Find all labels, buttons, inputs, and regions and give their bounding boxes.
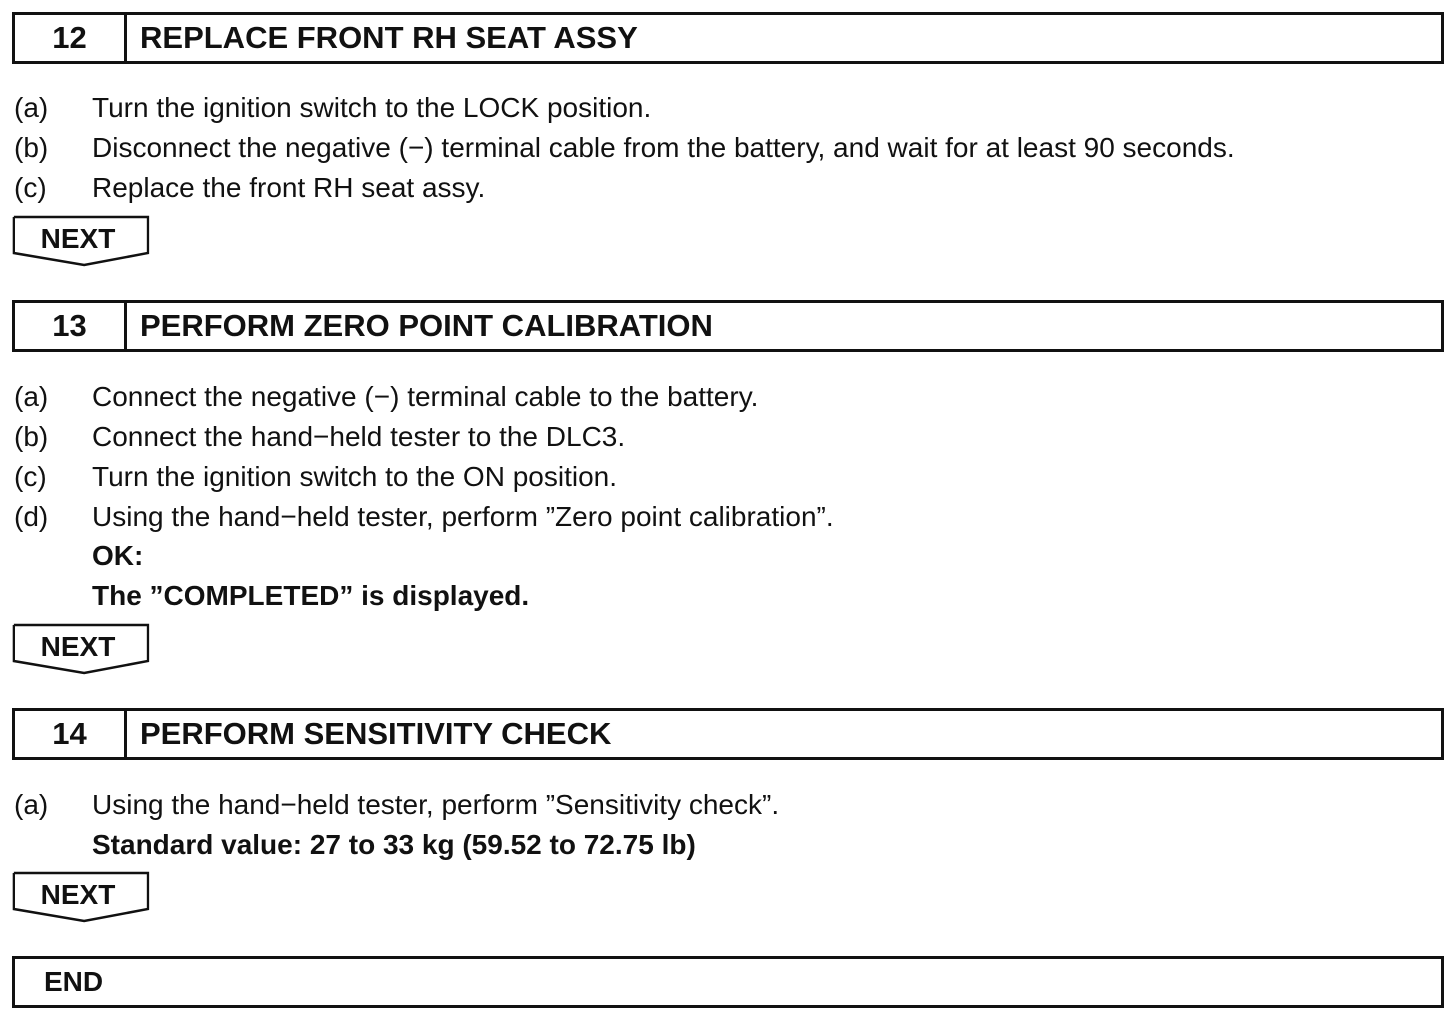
instruction-item: [14, 131, 1235, 165]
next-button[interactable]: [12, 215, 150, 267]
next-button-label: NEXT: [40, 631, 116, 662]
standard-value-text: Standard value: 27 to 33 kg (59.52 to 72.75 lb): [92, 829, 696, 860]
next-button-label: NEXT: [40, 879, 116, 910]
item-label: (a): [14, 381, 49, 412]
instruction-item: [14, 460, 617, 494]
item-text: Connect the hand−held tester to the DLC3.: [92, 421, 626, 452]
step-title: PERFORM SENSITIVITY CHECK: [140, 716, 612, 751]
instruction-item: [14, 91, 651, 125]
item-label: (c): [14, 172, 47, 203]
step-number: 13: [15, 303, 127, 349]
item-text: Using the hand−held tester, perform ”Sensitivity check”.: [92, 789, 780, 820]
ok-label: OK:: [92, 540, 144, 571]
next-button-label: NEXT: [40, 223, 116, 254]
item-text: Turn the ignition switch to the ON position.: [92, 461, 617, 492]
item-label: (b): [14, 421, 49, 452]
item-text: Disconnect the negative (−) terminal cable from the battery, and wait for at least 90 seconds.: [92, 132, 1235, 163]
instruction-item: [14, 420, 625, 454]
instruction-item: [14, 171, 485, 205]
item-text: Connect the negative (−) terminal cable to the battery.: [92, 381, 759, 412]
instruction-item: [14, 788, 779, 822]
step-title: PERFORM ZERO POINT CALIBRATION: [140, 308, 713, 343]
item-text: Turn the ignition switch to the LOCK position.: [92, 92, 652, 123]
step-13-header: [12, 300, 1444, 352]
step-14-header: [12, 708, 1444, 760]
item-label: (a): [14, 92, 49, 123]
next-button[interactable]: [12, 623, 150, 675]
item-label: (a): [14, 789, 49, 820]
step-number: 12: [15, 15, 127, 61]
item-label: (b): [14, 132, 49, 163]
item-text: Replace the front RH seat assy.: [92, 172, 486, 203]
instruction-item: [14, 500, 834, 534]
next-button[interactable]: [12, 871, 150, 923]
step-12-header: [12, 12, 1444, 64]
end-label: END: [44, 966, 104, 997]
step-number: 14: [15, 711, 127, 757]
item-label: (d): [14, 501, 49, 532]
end-box: [12, 956, 1444, 1008]
step-title: REPLACE FRONT RH SEAT ASSY: [140, 20, 638, 55]
item-label: (c): [14, 461, 47, 492]
item-text: Using the hand−held tester, perform ”Zero point calibration”.: [92, 501, 834, 532]
ok-condition-text: The ”COMPLETED” is displayed.: [92, 580, 530, 611]
instruction-item: [14, 380, 758, 414]
